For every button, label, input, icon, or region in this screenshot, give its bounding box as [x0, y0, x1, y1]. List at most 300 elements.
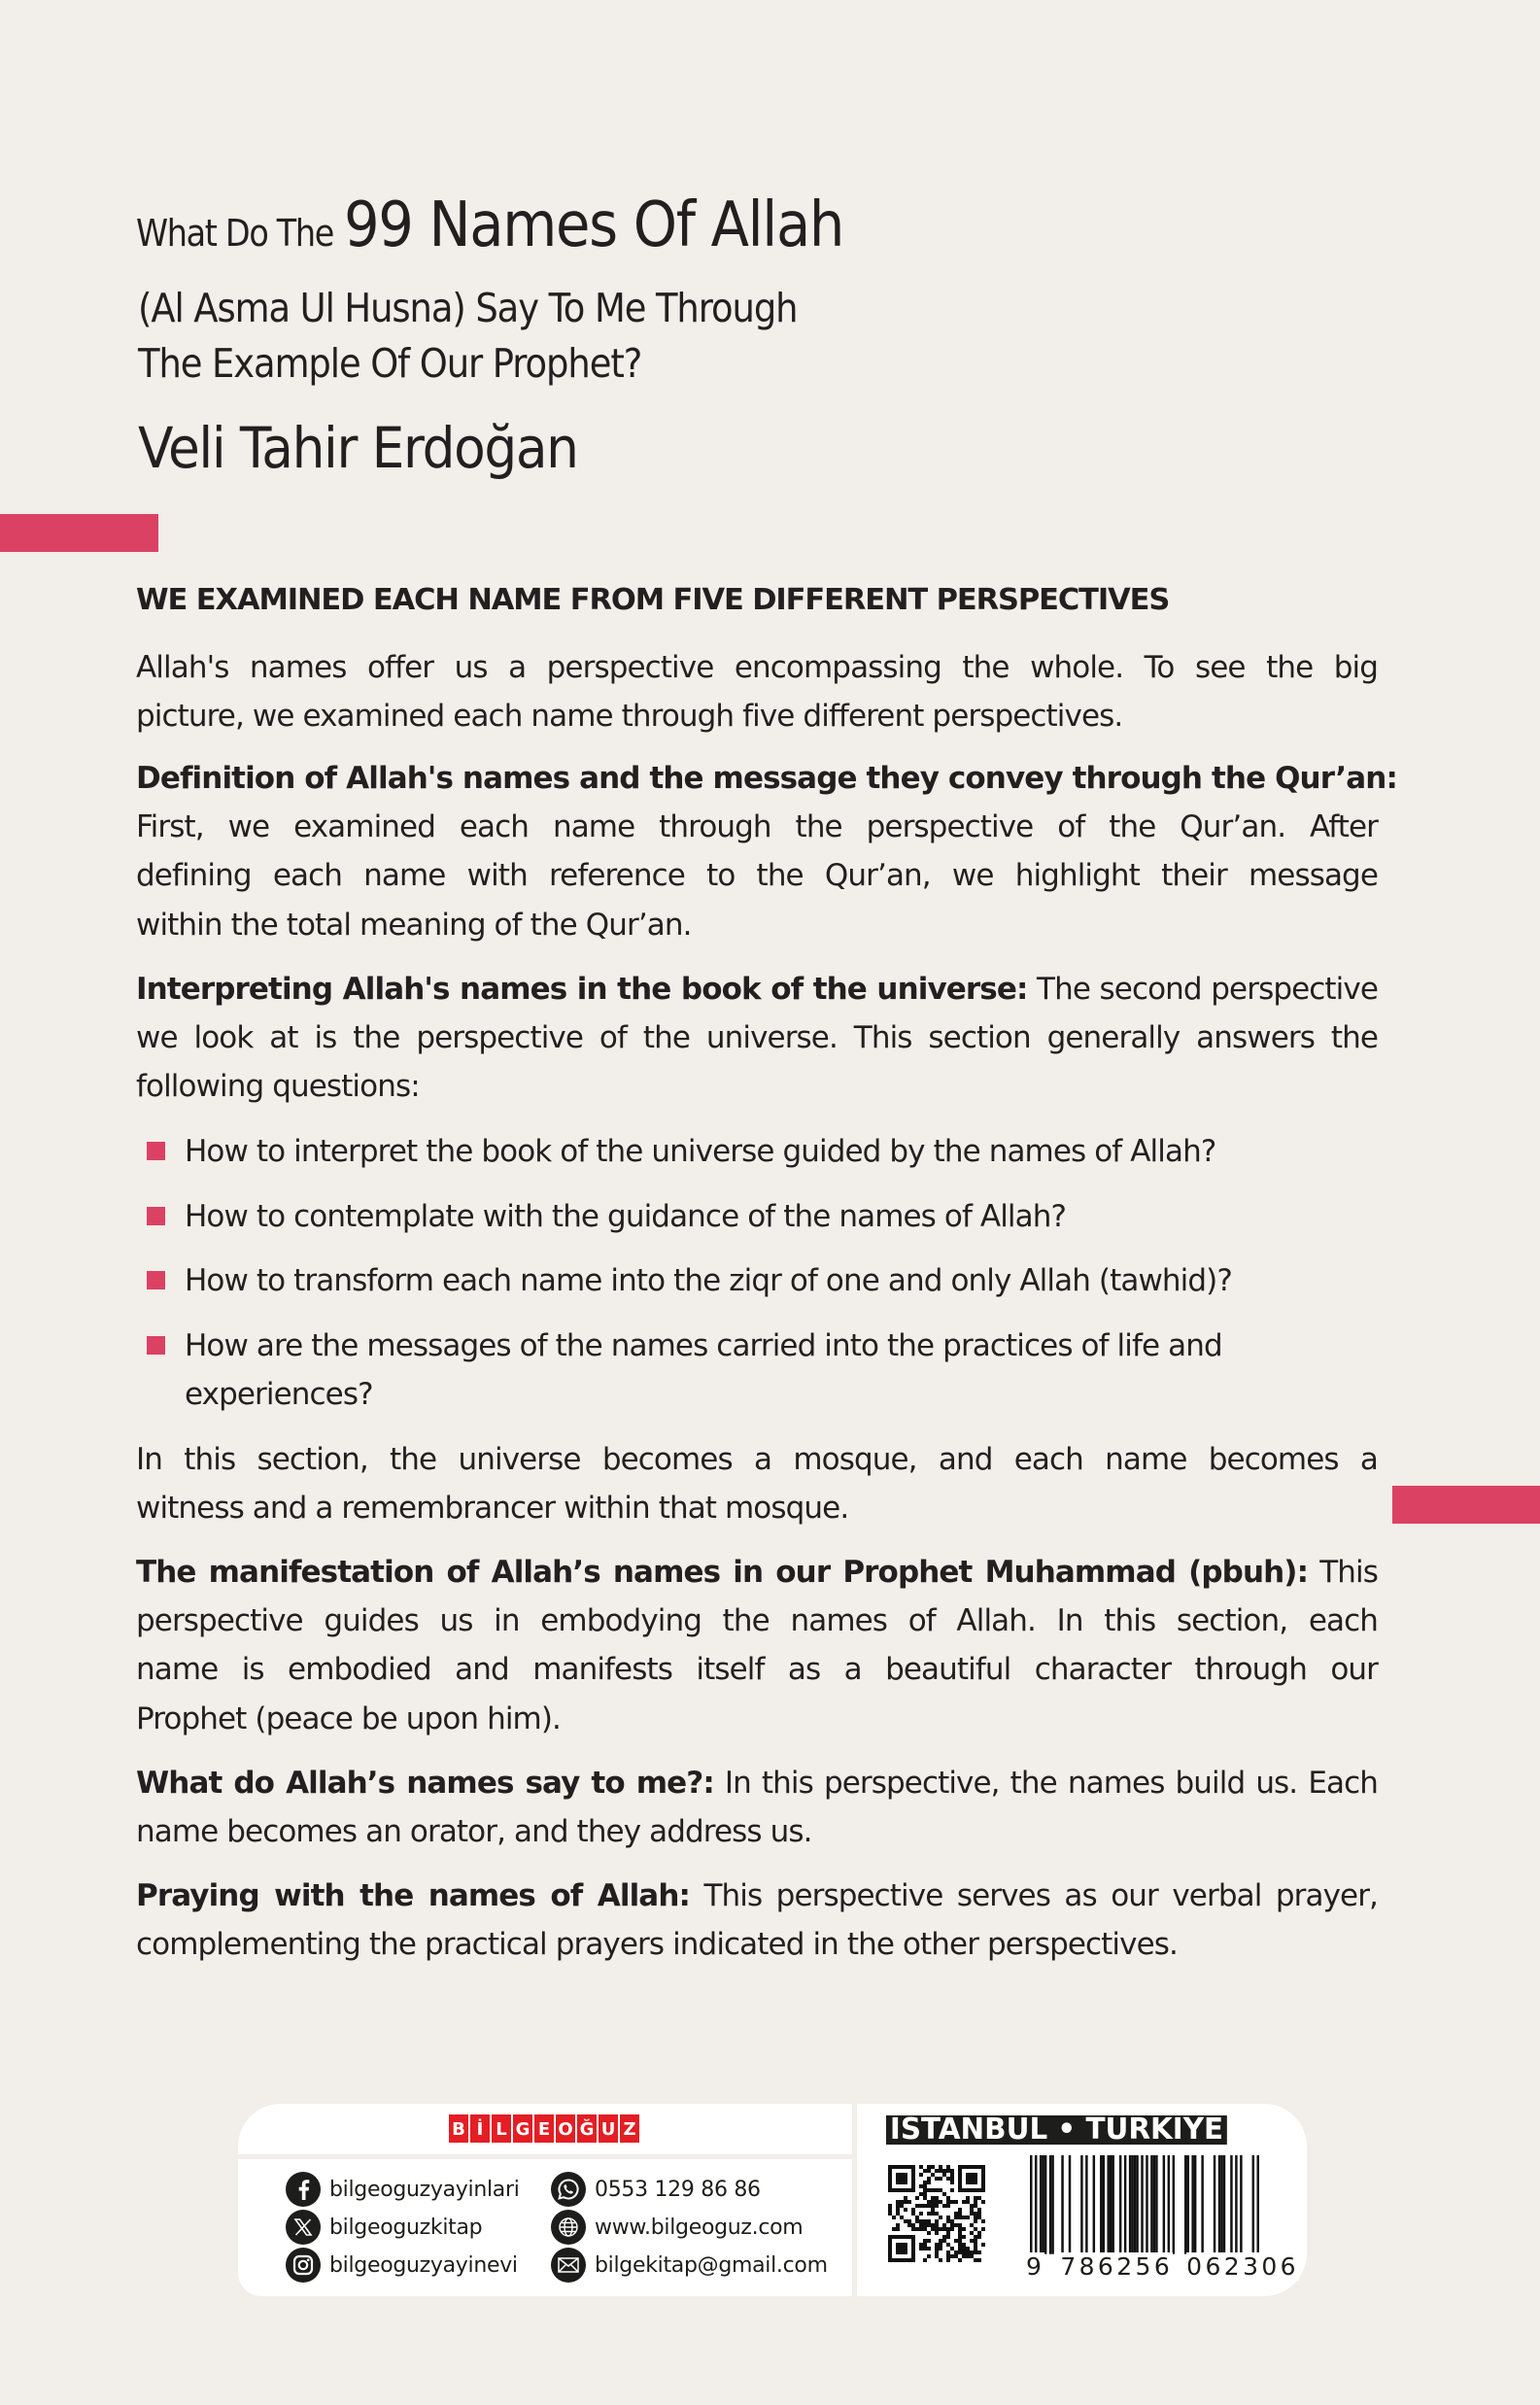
qr-module [923, 2239, 927, 2243]
qr-module [974, 2250, 977, 2254]
qr-module [923, 2184, 927, 2188]
text-line: defining each name with reference to the Qur’an, we highlight their message [136, 858, 1378, 894]
qr-module [927, 2200, 931, 2204]
isbn-number [1026, 2254, 1299, 2280]
qr-module [923, 2258, 927, 2262]
qr-module [942, 2227, 946, 2231]
qr-module [974, 2219, 977, 2223]
barcode-bar [1042, 2155, 1044, 2254]
qr-module [950, 2200, 954, 2204]
qr-module [974, 2227, 977, 2231]
qr-module [946, 2216, 950, 2219]
qr-module [907, 2200, 911, 2204]
qr-module [927, 2254, 931, 2258]
bullet-square-icon [147, 1336, 165, 1355]
barcode-bar [1230, 2155, 1232, 2254]
qr-module [919, 2184, 923, 2188]
list-item [136, 1322, 1378, 1419]
qr-module [927, 2239, 931, 2243]
qr-module [888, 2208, 892, 2212]
qr-module [966, 2247, 970, 2250]
qr-module [900, 2200, 904, 2204]
barcode-bar [1093, 2155, 1095, 2254]
qr-finder-pattern [890, 2167, 913, 2190]
list-item-text: How to contemplate with the guidance of the names of Allah? [185, 1198, 1067, 1234]
publisher-logo-strip [238, 2104, 852, 2154]
barcode-bar [1107, 2155, 1109, 2254]
qr-module [919, 2243, 923, 2247]
barcode-bar [1214, 2155, 1215, 2254]
text-line: witness and a remembrancer within that mosque. [136, 1491, 849, 1527]
qr-module [919, 2212, 923, 2216]
qr-module [904, 2200, 907, 2204]
universe-paragraph [136, 965, 1378, 1112]
qr-module [935, 2200, 939, 2204]
logo-letter-tile: Z [620, 2114, 639, 2143]
qr-module [974, 2204, 977, 2208]
qr-module [958, 2247, 962, 2250]
qr-module [939, 2258, 942, 2262]
qr-module [911, 2212, 915, 2216]
qr-module [896, 2223, 900, 2227]
barcode-bar [1040, 2155, 1042, 2254]
qr-module [977, 2250, 981, 2254]
barcode-bar [1051, 2155, 1053, 2254]
qr-module [927, 2247, 931, 2250]
list-item [136, 1127, 1378, 1192]
section-heading: WE EXAMINED EACH NAME FROM FIVE DIFFERENT PERSPECTIVES [136, 583, 1170, 617]
qr-module [958, 2212, 962, 2216]
qr-module [954, 2250, 958, 2254]
qr-module [974, 2247, 977, 2250]
qr-module [927, 2219, 931, 2223]
qr-module [939, 2200, 942, 2204]
qr-module [927, 2212, 931, 2216]
question-list [136, 1127, 1378, 1419]
qr-module [942, 2235, 946, 2239]
isbn-digit-group: 786256 [1060, 2252, 1174, 2281]
qr-module [931, 2165, 935, 2169]
qr-module [927, 2177, 931, 2181]
qr-module [923, 2192, 927, 2196]
qr-module [939, 2169, 942, 2173]
barcode-bar [1235, 2155, 1237, 2254]
text-line [136, 1548, 1378, 1597]
qr-module [931, 2196, 935, 2200]
qr-code[interactable] [888, 2165, 985, 2262]
qr-module [935, 2204, 939, 2208]
qr-module [939, 2239, 942, 2243]
qr-module [946, 2177, 950, 2181]
qr-module [974, 2239, 977, 2243]
text-line: we look at is the perspective of the universe. This section generally answers the [136, 1020, 1378, 1056]
qr-module [919, 2219, 923, 2223]
paragraph-label: Interpreting Allah's names in the book of the universe: [136, 972, 1028, 1007]
barcode-bar [1186, 2155, 1188, 2254]
qr-module [977, 2212, 981, 2216]
paragraph-label: Definition of Allah's names and the message they convey through the Qur’an: [136, 761, 1397, 796]
qr-module [981, 2200, 985, 2204]
text-run: This [1308, 1555, 1379, 1590]
text-line: Allah's names offer us a perspective encompassing the whole. To see the big [136, 650, 1378, 685]
qr-module [970, 2204, 974, 2208]
qr-module [970, 2254, 974, 2258]
qr-module [888, 2212, 892, 2216]
qr-module [919, 2204, 923, 2208]
qr-module [907, 2219, 911, 2223]
bullet-square-icon [147, 1142, 165, 1160]
barcode-bar [1136, 2155, 1138, 2254]
qr-module [962, 2250, 966, 2254]
barcode-bar [1080, 2155, 1082, 2254]
list-item-text: experiences? [185, 1377, 373, 1413]
qr-module [923, 2169, 927, 2173]
qr-module [919, 2223, 923, 2227]
barcode-bar [1153, 2155, 1155, 2254]
barcode-bar [1173, 2155, 1175, 2254]
contact-website[interactable] [551, 2209, 803, 2246]
book-title-line-2: (Al Asma Ul Husna) Say To Me Through [138, 285, 798, 331]
qr-module [935, 2169, 939, 2173]
qr-module [935, 2223, 939, 2227]
qr-module [946, 2169, 950, 2173]
qr-module [954, 2223, 958, 2227]
qr-module [950, 2227, 954, 2231]
qr-module [970, 2212, 974, 2216]
isbn-digit-group: 062306 [1186, 2252, 1299, 2281]
text-line: name is embodied and manifests itself as a beautiful character through our [136, 1652, 1378, 1688]
text-line [136, 1872, 1378, 1920]
list-item [136, 1192, 1378, 1257]
contact-block [238, 2159, 852, 2296]
barcode-bar [1223, 2155, 1225, 2254]
qr-module [942, 2239, 946, 2243]
qr-module [946, 2204, 950, 2208]
qr-module [946, 2231, 950, 2235]
qr-module [970, 2223, 974, 2227]
qr-module [919, 2247, 923, 2250]
contact-text: bilgekitap@gmail.com [595, 2252, 828, 2278]
qr-module [977, 2216, 981, 2219]
qr-module [942, 2204, 946, 2208]
qr-module [935, 2227, 939, 2231]
qr-module [939, 2177, 942, 2181]
qr-module [892, 2227, 896, 2231]
qr-module [923, 2223, 927, 2227]
prophet-paragraph [136, 1548, 1378, 1743]
contact-instagram[interactable] [286, 2247, 518, 2284]
qr-module [923, 2247, 927, 2250]
qr-module [923, 2204, 927, 2208]
barcode-bar [1131, 2155, 1133, 2254]
qr-module [966, 2250, 970, 2254]
text-line: In this section, the universe becomes a mosque, and each name becomes a [136, 1442, 1378, 1477]
qr-module [923, 2188, 927, 2192]
barcode-bar [1240, 2155, 1242, 2254]
book-title-line-3: The Example Of Our Prophet? [138, 340, 642, 387]
qr-module [974, 2216, 977, 2219]
prayer-paragraph [136, 1872, 1378, 1969]
qr-module [915, 2196, 919, 2200]
barcode-bar [1100, 2155, 1102, 2254]
logo-letter-tile: Ğ [577, 2114, 597, 2143]
qr-module [931, 2227, 935, 2231]
barcode-bar [1163, 2155, 1165, 2254]
book-title-line-1 [136, 189, 899, 261]
whatsapp-icon [551, 2172, 586, 2207]
paragraph-label: What do Allah’s names say to me?: [136, 1766, 714, 1801]
city-label: İSTANBUL • TÜRKİYE [886, 2115, 1227, 2145]
qr-module [977, 2196, 981, 2200]
logo-letter-tile: G [513, 2114, 532, 2143]
qr-module [950, 2247, 954, 2250]
facebook-icon [286, 2172, 321, 2207]
qr-module [896, 2208, 900, 2212]
qr-module [962, 2254, 966, 2258]
bullet-square-icon [147, 1207, 165, 1225]
logo-letter-tile: L [492, 2114, 511, 2143]
qr-module [900, 2216, 904, 2219]
qr-module [904, 2196, 907, 2200]
qr-finder-pattern [890, 2237, 913, 2260]
contact-text: bilgeoguzkitap [329, 2215, 483, 2240]
text-line: picture, we examined each name through five different perspectives. [136, 699, 1123, 735]
barcode-bar [1110, 2155, 1112, 2254]
barcode-bar [1119, 2155, 1121, 2254]
qr-module [919, 2227, 923, 2231]
logo-letter-tile: E [534, 2114, 554, 2143]
qr-module [927, 2188, 931, 2192]
text-line: following questions: [136, 1069, 420, 1105]
qr-module [962, 2227, 966, 2231]
qr-module [927, 2223, 931, 2227]
qr-module [919, 2173, 923, 2177]
mail-icon [551, 2248, 586, 2283]
qr-module [946, 2258, 950, 2262]
logo-letter-tile: B [449, 2114, 468, 2143]
qr-module [931, 2223, 935, 2227]
qr-module [911, 2223, 915, 2227]
qr-module [981, 2219, 985, 2223]
contact-text: bilgeoguzyayinlari [329, 2177, 520, 2202]
contact-x[interactable] [286, 2209, 482, 2246]
qr-module [896, 2227, 900, 2231]
qr-module [939, 2247, 942, 2250]
contact-text: 0553 129 86 86 [595, 2177, 761, 2202]
qr-module [927, 2231, 931, 2235]
barcode-bar [1049, 2155, 1051, 2254]
text-line: name becomes an orator, and they address us. [136, 1814, 812, 1850]
text-run: In this perspective, the names build us. Each [713, 1766, 1378, 1801]
qr-module [942, 2169, 946, 2173]
x-twitter-icon [286, 2210, 321, 2245]
qr-module [946, 2165, 950, 2169]
qr-module [931, 2188, 935, 2192]
qr-module [958, 2243, 962, 2247]
qr-module [962, 2200, 966, 2204]
qr-module [935, 2247, 939, 2250]
qr-module [970, 2208, 974, 2212]
qr-module [962, 2243, 966, 2247]
qr-module [977, 2208, 981, 2212]
qr-module [907, 2223, 911, 2227]
qr-module [958, 2216, 962, 2219]
barcode-bar [1194, 2155, 1196, 2254]
paragraph-label: The manifestation of Allah’s names in our Prophet Muhammad (pbuh): [136, 1555, 1309, 1590]
qr-module [974, 2235, 977, 2239]
qr-module [950, 2188, 954, 2192]
qr-module [904, 2208, 907, 2212]
qr-module [977, 2235, 981, 2239]
qr-module [904, 2219, 907, 2223]
qr-module [962, 2216, 966, 2219]
qr-module [958, 2208, 962, 2212]
qr-module [962, 2247, 966, 2250]
contact-whatsapp[interactable] [551, 2171, 761, 2208]
qr-module [946, 2219, 950, 2223]
barcode-bar [1085, 2155, 1087, 2254]
qr-module [958, 2250, 962, 2254]
qr-module [974, 2212, 977, 2216]
qr-module [923, 2196, 927, 2200]
qr-module [958, 2239, 962, 2243]
contact-facebook[interactable] [286, 2171, 520, 2208]
barcode-bar [1112, 2155, 1113, 2254]
qr-module [966, 2216, 970, 2219]
qr-module [950, 2219, 954, 2223]
paragraph-label: Praying with the names of Allah: [136, 1878, 690, 1913]
qr-module [954, 2212, 958, 2216]
intro-paragraph [136, 643, 1378, 740]
qr-module [935, 2243, 939, 2247]
qr-module [896, 2212, 900, 2216]
accent-bar-right [1392, 1486, 1540, 1524]
qr-module [946, 2250, 950, 2254]
publisher-panel [238, 2104, 1307, 2296]
qr-module [911, 2208, 915, 2212]
qr-module [939, 2227, 942, 2231]
qr-module [970, 2239, 974, 2243]
text-line: First, we examined each name through the perspective of the Qur’an. After [136, 809, 1378, 845]
globe-icon [551, 2210, 586, 2245]
qr-module [935, 2196, 939, 2200]
text-line [136, 965, 1378, 1014]
barcode-bar [1201, 2155, 1203, 2254]
qr-module [896, 2200, 900, 2204]
author-name: Veli Tahir Erdoğan [138, 415, 578, 481]
qr-module [923, 2227, 927, 2231]
qr-module [958, 2223, 962, 2227]
qr-module [950, 2169, 954, 2173]
qr-module [958, 2227, 962, 2231]
qr-module [970, 2231, 974, 2235]
list-item [136, 1256, 1378, 1322]
qr-module [946, 2243, 950, 2247]
qr-module [954, 2239, 958, 2243]
qr-module [950, 2254, 954, 2258]
qr-module [950, 2181, 954, 2184]
qr-module [896, 2204, 900, 2208]
qr-module [900, 2204, 904, 2208]
qr-module [942, 2173, 946, 2177]
accent-bar-left [0, 514, 158, 552]
barcode-bar [1191, 2155, 1193, 2254]
qr-module [931, 2204, 935, 2208]
barcode-bar [1134, 2155, 1136, 2254]
publisher-logo [449, 2114, 639, 2143]
barcode-bar [1220, 2155, 1222, 2254]
qr-module [950, 2223, 954, 2227]
qr-module [935, 2254, 939, 2258]
qr-module [927, 2204, 931, 2208]
qr-module [966, 2254, 970, 2258]
text-run: The second perspective [1027, 972, 1378, 1007]
qr-module [981, 2243, 985, 2247]
barcode-bar [1129, 2155, 1131, 2254]
qr-module [888, 2204, 892, 2208]
contact-text: www.bilgeoguz.com [595, 2215, 804, 2240]
qr-module [946, 2235, 950, 2239]
qr-module [946, 2254, 950, 2258]
qr-module [915, 2227, 919, 2231]
qr-module [958, 2258, 962, 2262]
quran-paragraph [136, 754, 1397, 949]
qr-module [892, 2216, 896, 2219]
qr-module [919, 2192, 923, 2196]
qr-module [935, 2212, 939, 2216]
qr-module [931, 2208, 935, 2212]
text-line: perspective guides us in embodying the names of Allah. In this section, each [136, 1603, 1378, 1639]
qr-module [981, 2227, 985, 2231]
qr-module [946, 2196, 950, 2200]
me-paragraph [136, 1759, 1378, 1856]
barcode-bar [1155, 2155, 1157, 2254]
qr-module [962, 2235, 966, 2239]
logo-letter-tile: O [556, 2114, 575, 2143]
qr-module [974, 2243, 977, 2247]
qr-module [939, 2165, 942, 2169]
qr-module [915, 2219, 919, 2223]
barcode-bar [1069, 2155, 1071, 2254]
isbn-digit-group: 9 [1026, 2252, 1045, 2281]
publisher-contacts [238, 2104, 852, 2296]
qr-module [974, 2196, 977, 2200]
qr-module [927, 2169, 931, 2173]
qr-module [958, 2235, 962, 2239]
qr-module [954, 2254, 958, 2258]
qr-module [942, 2223, 946, 2227]
qr-module [970, 2250, 974, 2254]
qr-module [939, 2216, 942, 2219]
qr-module [919, 2165, 923, 2169]
logo-letter-tile: U [599, 2114, 618, 2143]
qr-module [931, 2212, 935, 2216]
barcode-bar [1218, 2155, 1220, 2254]
qr-module [915, 2216, 919, 2219]
text-run: This perspective serves as our verbal prayer, [690, 1878, 1378, 1913]
qr-module [927, 2181, 931, 2184]
barcode-bar [1150, 2155, 1152, 2254]
qr-module [931, 2173, 935, 2177]
barcode-bar [1103, 2155, 1105, 2254]
qr-module [946, 2200, 950, 2204]
logo-letter-tile: İ [470, 2114, 490, 2143]
bullet-square-icon [147, 1271, 165, 1289]
text-line: complementing the practical prayers indicated in the other perspectives. [136, 1927, 1178, 1963]
qr-module [974, 2258, 977, 2262]
contact-email[interactable] [551, 2247, 828, 2284]
qr-module [935, 2219, 939, 2223]
